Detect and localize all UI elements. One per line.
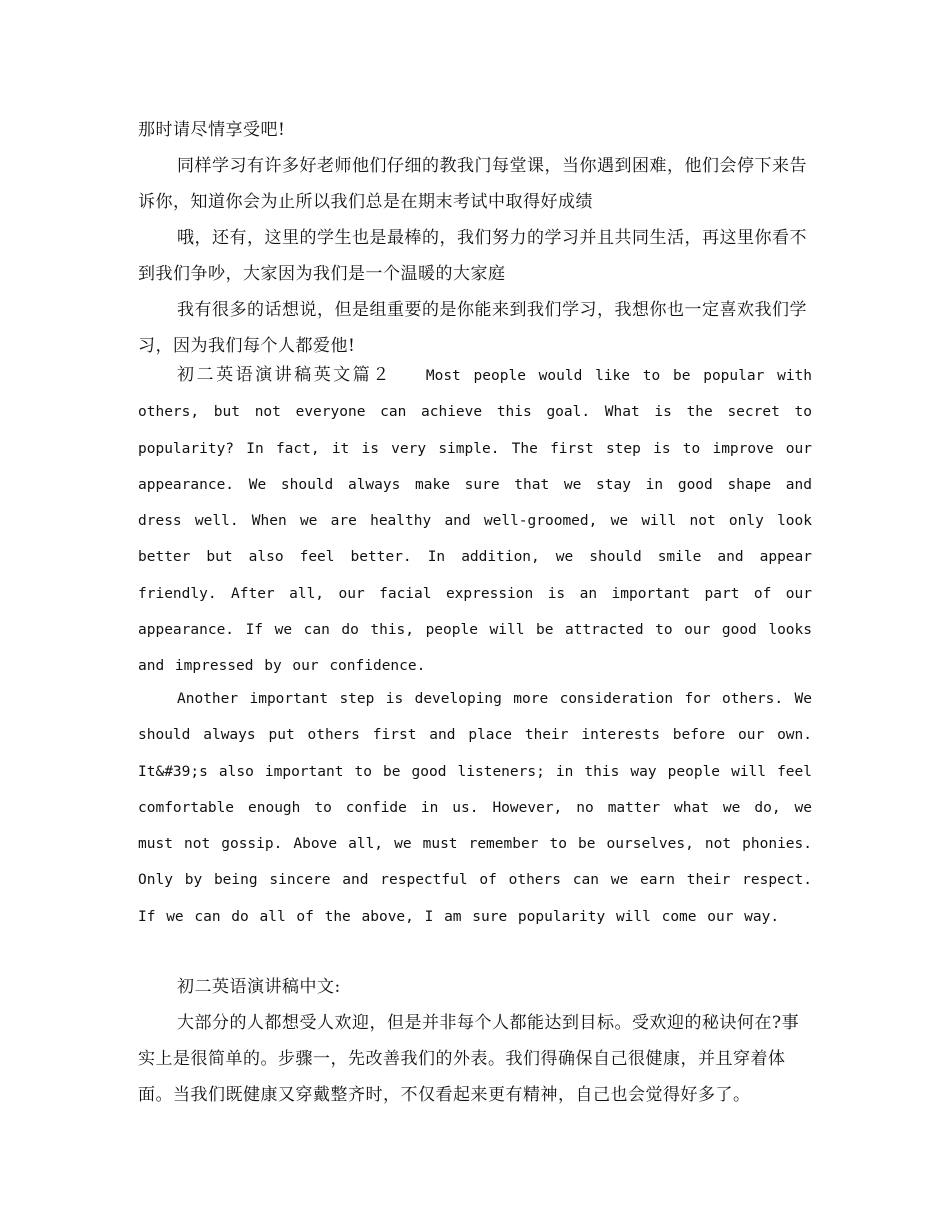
paragraph-chinese-translation: 大部分的人都想受人欢迎，但是并非每个人都能达到目标。受欢迎的秘诀何在?事实上是很简单的。步骤一，先改善我们的外表。我们得确保自己很健康，并且穿着体面。当我们既健康又穿戴整齐时，不仅看起来更有精神，自己也会觉得好多了。: [138, 1013, 800, 1105]
paragraph-students: 哦，还有，这里的学生也是最棒的，我们努力的学习并且共同生活，再这里你看不到我们争吵，大家因为我们是一个温暖的大家庭: [138, 228, 807, 284]
english-speech-text: Most people would like to be popular with others, but not everyone can achieve this goal. What is the secret to popularity? In fact, it is very simple. The first step is to improve our appearance. We should always make sure that we stay in good shape and dress well. When we are healthy and well-groomed, we will not only look better but also feel better. In addition, we should smile and appear friendly. After all, our facial expression is an important part of our appearance. If we can do this, people will be attracted to our good looks and impressed by our confidence.: [138, 368, 813, 675]
section-heading-chinese-translation: 初二英语演讲稿中文:: [177, 977, 341, 997]
paragraph-invitation: 我有很多的话想说，但是组重要的是你能来到我们学习，我想你也一定喜欢我们学习，因为我们每个人都爱他!: [138, 300, 807, 356]
paragraph-english-speech-part1: [138, 357, 812, 685]
paragraph-teachers: 同样学习有许多好老师他们仔细的教我门每堂课，当你遇到困难，他们会停下来告诉你，知道你会为止所以我们总是在期末考试中取得好成绩: [138, 156, 807, 212]
paragraph-english-speech-part2: Another important step is developing more consideration for others. We should always put others first and place their interests before our own. It&#39;s also important to be good listeners; in this way people will feel comfortable enough to confide in us. However, no matter what we do, we must not gossip. Above all, we must remember to be ourselves, not phonies. Only by being sincere and respectful of others can we earn their respect. If we can do all of the above, I am sure popularity will come our way.: [138, 691, 812, 925]
section-heading-english-speech: 初二英语演讲稿英文篇２: [177, 365, 392, 385]
paragraph-closing-line: 那时请尽情享受吧!: [138, 120, 286, 140]
